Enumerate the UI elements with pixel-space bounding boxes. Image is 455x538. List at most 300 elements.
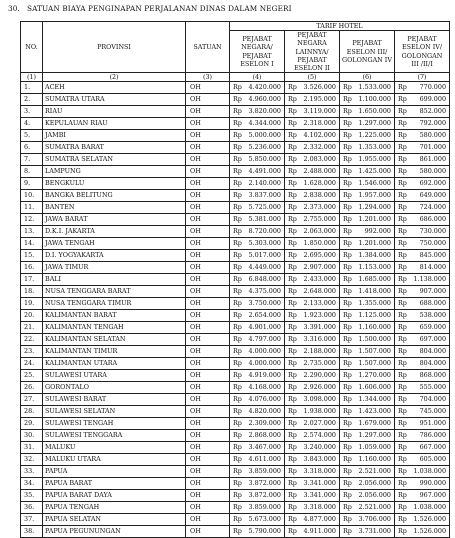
tariff-value: 2.373.000 xyxy=(303,203,336,212)
currency-label: Rp xyxy=(233,203,242,212)
tariff-cell-1 xyxy=(230,262,285,274)
tariff-cell-4 xyxy=(395,382,450,394)
tariff-cell-2 xyxy=(285,130,340,142)
tariff-cell-1 xyxy=(230,190,285,202)
unit-cell: OH xyxy=(186,490,230,502)
currency-label: Rp xyxy=(233,419,242,428)
currency-label: Rp xyxy=(343,503,352,512)
tariff-cell-4 xyxy=(395,310,450,322)
currency-label: Rp xyxy=(398,143,407,152)
tariff-cell-1 xyxy=(230,370,285,382)
tariff-cell-3 xyxy=(340,502,395,514)
tariff-cell-2 xyxy=(285,262,340,274)
currency-label: Rp xyxy=(343,347,352,356)
tariff-cell-4 xyxy=(395,250,450,262)
unit-cell: OH xyxy=(186,334,230,346)
currency-label: Rp xyxy=(233,167,242,176)
unit-cell: OH xyxy=(186,502,230,514)
currency-label: Rp xyxy=(288,83,297,92)
tariff-value: 1.923.000 xyxy=(303,311,336,320)
unit-cell: OH xyxy=(186,406,230,418)
tariff-value: 1.294.000 xyxy=(358,203,391,212)
table-row xyxy=(21,250,450,262)
province-name: BALI xyxy=(43,274,186,286)
unit-cell: OH xyxy=(186,250,230,262)
province-name: SULAWESI SELATAN xyxy=(43,406,186,418)
currency-label: Rp xyxy=(398,299,407,308)
table-row xyxy=(21,514,450,526)
currency-label: Rp xyxy=(233,335,242,344)
currency-label: Rp xyxy=(288,191,297,200)
tariff-cell-2 xyxy=(285,370,340,382)
row-number: 14. xyxy=(21,238,43,250)
tariff-cell-1 xyxy=(230,334,285,346)
tariff-value: 659.000 xyxy=(419,323,447,332)
table-row xyxy=(21,202,450,214)
tariff-cell-2 xyxy=(285,490,340,502)
unit-cell: OH xyxy=(186,274,230,286)
province-name: JAMBI xyxy=(43,130,186,142)
tariff-cell-2 xyxy=(285,442,340,454)
table-body xyxy=(21,82,450,538)
tariff-cell-4 xyxy=(395,442,450,454)
currency-label: Rp xyxy=(233,395,242,404)
currency-label: Rp xyxy=(288,515,297,524)
table-row xyxy=(21,418,450,430)
tariff-cell-4 xyxy=(395,226,450,238)
province-name: SULAWESI BARAT xyxy=(43,394,186,406)
tariff-value: 1.201.000 xyxy=(358,215,391,224)
currency-label: Rp xyxy=(398,323,407,332)
row-number: 33. xyxy=(21,466,43,478)
tariff-cell-1 xyxy=(230,298,285,310)
unit-cell: OH xyxy=(186,466,230,478)
currency-label: Rp xyxy=(343,395,352,404)
tariff-value: 2.056.000 xyxy=(358,491,391,500)
section-title: SATUAN BIAYA PENGINAPAN PERJALANAN DINAS DALAM NEGERI xyxy=(27,4,292,13)
currency-label: Rp xyxy=(343,383,352,392)
tariff-cell-3 xyxy=(340,226,395,238)
tariff-value: 8.720.000 xyxy=(248,227,281,236)
currency-label: Rp xyxy=(398,467,407,476)
table-row xyxy=(21,130,450,142)
tariff-cell-2 xyxy=(285,82,340,94)
tariff-value: 699.000 xyxy=(419,95,447,104)
row-number: 26. xyxy=(21,382,43,394)
tariff-cell-4 xyxy=(395,118,450,130)
tariff-value: 1.685.000 xyxy=(358,275,391,284)
tariff-cell-3 xyxy=(340,526,395,538)
row-number: 31. xyxy=(21,442,43,454)
tariff-cell-1 xyxy=(230,394,285,406)
currency-label: Rp xyxy=(233,191,242,200)
tariff-cell-2 xyxy=(285,142,340,154)
tariff-value: 2.133.000 xyxy=(303,299,336,308)
tariff-cell-3 xyxy=(340,118,395,130)
unit-cell: OH xyxy=(186,226,230,238)
currency-label: Rp xyxy=(233,527,242,536)
tariff-value: 2.521.000 xyxy=(358,467,391,476)
tariff-value: 1.160.000 xyxy=(358,455,391,464)
tariff-value: 1.125.000 xyxy=(358,311,391,320)
currency-label: Rp xyxy=(288,383,297,392)
currency-label: Rp xyxy=(343,167,352,176)
tariff-cell-4 xyxy=(395,238,450,250)
province-name: SULAWESI UTARA xyxy=(43,370,186,382)
tariff-value: 3.318.000 xyxy=(303,467,336,476)
tariff-value: 3.750.000 xyxy=(248,299,281,308)
tariff-cell-2 xyxy=(285,526,340,538)
currency-label: Rp xyxy=(343,431,352,440)
tariff-value: 688.000 xyxy=(419,299,447,308)
row-number: 18. xyxy=(21,286,43,298)
currency-label: Rp xyxy=(398,527,407,536)
currency-label: Rp xyxy=(398,239,407,248)
tariff-cell-4 xyxy=(395,514,450,526)
table-row xyxy=(21,526,450,538)
unit-cell: OH xyxy=(186,298,230,310)
currency-label: Rp xyxy=(343,95,352,104)
currency-label: Rp xyxy=(343,419,352,428)
unit-cell: OH xyxy=(186,310,230,322)
tariff-cell-2 xyxy=(285,394,340,406)
tariff-cell-3 xyxy=(340,346,395,358)
tariff-cell-1 xyxy=(230,442,285,454)
table-row xyxy=(21,442,450,454)
tariff-value: 3.820.000 xyxy=(248,107,281,116)
header-tariff-4: PEJABAT ESELON IV/ GOLONGAN III /II/I xyxy=(395,31,450,73)
tariff-value: 701.000 xyxy=(419,143,447,152)
tariff-value: 2.521.000 xyxy=(358,503,391,512)
tariff-value: 1.679.000 xyxy=(358,419,391,428)
tariff-value: 2.868.000 xyxy=(248,431,281,440)
tariff-value: 3.843.000 xyxy=(303,455,336,464)
unit-cell: OH xyxy=(186,430,230,442)
tariff-cell-2 xyxy=(285,406,340,418)
currency-label: Rp xyxy=(288,95,297,104)
tariff-value: 3.341.000 xyxy=(303,491,336,500)
tariff-value: 4.877.000 xyxy=(303,515,336,524)
tariff-cell-1 xyxy=(230,238,285,250)
tariff-cell-3 xyxy=(340,190,395,202)
currency-label: Rp xyxy=(233,227,242,236)
tariff-value: 951.000 xyxy=(419,419,447,428)
tariff-cell-4 xyxy=(395,178,450,190)
tariff-cell-3 xyxy=(340,214,395,226)
currency-label: Rp xyxy=(233,359,242,368)
tariff-value: 4.491.000 xyxy=(248,167,281,176)
province-name: MALUKU xyxy=(43,442,186,454)
tariff-cell-1 xyxy=(230,286,285,298)
tariff-value: 1.344.000 xyxy=(358,395,391,404)
table-row xyxy=(21,502,450,514)
currency-label: Rp xyxy=(288,155,297,164)
currency-label: Rp xyxy=(343,335,352,344)
tariff-value: 3.872.000 xyxy=(248,479,281,488)
tariff-cell-4 xyxy=(395,82,450,94)
currency-label: Rp xyxy=(398,359,407,368)
tariff-cell-4 xyxy=(395,478,450,490)
tariff-cell-4 xyxy=(395,274,450,286)
tariff-value: 745.000 xyxy=(419,407,447,416)
tariff-value: 1.500.000 xyxy=(358,335,391,344)
column-index: (3) xyxy=(186,73,230,82)
tariff-value: 5.673.000 xyxy=(248,515,281,524)
currency-label: Rp xyxy=(288,215,297,224)
unit-cell: OH xyxy=(186,130,230,142)
currency-label: Rp xyxy=(233,515,242,524)
tariff-value: 992.000 xyxy=(364,227,391,236)
tariff-cell-2 xyxy=(285,466,340,478)
currency-label: Rp xyxy=(398,119,407,128)
tariff-value: 1.225.000 xyxy=(358,131,391,140)
tariff-cell-4 xyxy=(395,406,450,418)
tariff-value: 814.000 xyxy=(419,263,447,272)
tariff-value: 5.236.000 xyxy=(248,143,281,152)
currency-label: Rp xyxy=(398,311,407,320)
currency-label: Rp xyxy=(398,191,407,200)
column-index: (4) xyxy=(230,73,285,82)
tariff-value: 967.000 xyxy=(419,491,447,500)
currency-label: Rp xyxy=(233,287,242,296)
tariff-value: 1.957.000 xyxy=(358,191,391,200)
currency-label: Rp xyxy=(233,383,242,392)
tariff-value: 3.240.000 xyxy=(303,443,336,452)
tariff-value: 686.000 xyxy=(419,215,447,224)
currency-label: Rp xyxy=(343,323,352,332)
currency-label: Rp xyxy=(233,179,242,188)
currency-label: Rp xyxy=(233,467,242,476)
tariff-cell-4 xyxy=(395,166,450,178)
tariff-value: 1.850.000 xyxy=(303,239,336,248)
province-name: D.K.I. JAKARTA xyxy=(43,226,186,238)
row-number: 11. xyxy=(21,202,43,214)
currency-label: Rp xyxy=(398,131,407,140)
province-name: ACEH xyxy=(43,82,186,94)
currency-label: Rp xyxy=(398,215,407,224)
tariff-cell-4 xyxy=(395,418,450,430)
tariff-cell-4 xyxy=(395,454,450,466)
province-name: MALUKU UTARA xyxy=(43,454,186,466)
tariff-value: 750.000 xyxy=(419,239,447,248)
tariff-value: 1.507.000 xyxy=(358,347,391,356)
currency-label: Rp xyxy=(343,479,352,488)
tariff-cell-1 xyxy=(230,166,285,178)
header-tariff-1: PEJABAT NEGARA/ PEJABAT ESELON I xyxy=(230,31,285,73)
province-name: SUMATRA UTARA xyxy=(43,94,186,106)
unit-cell: OH xyxy=(186,154,230,166)
tariff-cell-2 xyxy=(285,274,340,286)
tariff-value: 649.000 xyxy=(419,191,447,200)
table-row xyxy=(21,214,450,226)
tariff-cell-2 xyxy=(285,166,340,178)
tariff-value: 2.195.000 xyxy=(303,95,336,104)
province-name: KALIMANTAN BARAT xyxy=(43,310,186,322)
currency-label: Rp xyxy=(288,239,297,248)
tariff-value: 555.000 xyxy=(419,383,447,392)
row-number: 37. xyxy=(21,514,43,526)
tariff-value: 4.901.000 xyxy=(248,323,281,332)
tariff-cell-3 xyxy=(340,130,395,142)
currency-label: Rp xyxy=(288,251,297,260)
province-name: BANGKA BELITUNG xyxy=(43,190,186,202)
table-row xyxy=(21,142,450,154)
tariff-cell-2 xyxy=(285,214,340,226)
tariff-cell-4 xyxy=(395,370,450,382)
tariff-cell-1 xyxy=(230,202,285,214)
currency-label: Rp xyxy=(343,83,352,92)
row-number: 9. xyxy=(21,178,43,190)
tariff-value: 990.000 xyxy=(419,479,447,488)
currency-label: Rp xyxy=(233,311,242,320)
currency-label: Rp xyxy=(343,203,352,212)
province-name: RIAU xyxy=(43,106,186,118)
currency-label: Rp xyxy=(343,407,352,416)
row-number: 24. xyxy=(21,358,43,370)
tariff-cell-2 xyxy=(285,286,340,298)
currency-label: Rp xyxy=(233,323,242,332)
province-name: KALIMANTAN UTARA xyxy=(43,358,186,370)
table-row xyxy=(21,190,450,202)
tariff-cell-4 xyxy=(395,358,450,370)
row-number: 23. xyxy=(21,346,43,358)
unit-cell: OH xyxy=(186,178,230,190)
tariff-cell-2 xyxy=(285,118,340,130)
currency-label: Rp xyxy=(288,323,297,332)
table-row xyxy=(21,358,450,370)
currency-label: Rp xyxy=(233,299,242,308)
tariff-value: 1.425.000 xyxy=(358,167,391,176)
tariff-cell-4 xyxy=(395,214,450,226)
currency-label: Rp xyxy=(288,143,297,152)
row-number: 13. xyxy=(21,226,43,238)
tariff-value: 2.654.000 xyxy=(248,311,281,320)
table-row xyxy=(21,94,450,106)
row-number: 36. xyxy=(21,502,43,514)
tariff-cell-2 xyxy=(285,106,340,118)
currency-label: Rp xyxy=(343,527,352,536)
province-name: JAWA BARAT xyxy=(43,214,186,226)
table-row xyxy=(21,466,450,478)
tariff-cell-4 xyxy=(395,526,450,538)
currency-label: Rp xyxy=(398,95,407,104)
tariff-cell-1 xyxy=(230,250,285,262)
tariff-value: 2.332.000 xyxy=(303,143,336,152)
tariff-value: 6.848.000 xyxy=(248,275,281,284)
tariff-cell-3 xyxy=(340,262,395,274)
currency-label: Rp xyxy=(288,467,297,476)
currency-label: Rp xyxy=(343,263,352,272)
currency-label: Rp xyxy=(288,419,297,428)
currency-label: Rp xyxy=(398,383,407,392)
currency-label: Rp xyxy=(233,347,242,356)
unit-cell: OH xyxy=(186,238,230,250)
tariff-value: 2.755.000 xyxy=(303,215,336,224)
tariff-value: 1.628.000 xyxy=(303,179,336,188)
tariff-cell-1 xyxy=(230,322,285,334)
currency-label: Rp xyxy=(233,431,242,440)
currency-label: Rp xyxy=(288,359,297,368)
tariff-value: 2.648.000 xyxy=(303,287,336,296)
province-name: PAPUA BARAT xyxy=(43,478,186,490)
currency-label: Rp xyxy=(288,107,297,116)
tariff-cell-3 xyxy=(340,298,395,310)
tariff-value: 4.960.000 xyxy=(248,95,281,104)
unit-cell: OH xyxy=(186,418,230,430)
tariff-cell-2 xyxy=(285,514,340,526)
tariff-cell-1 xyxy=(230,514,285,526)
table-row xyxy=(21,262,450,274)
currency-label: Rp xyxy=(343,311,352,320)
column-index: (5) xyxy=(285,73,340,82)
tariff-value: 868.000 xyxy=(419,371,447,380)
tariff-value: 2.083.000 xyxy=(303,155,336,164)
tariff-value: 2.735.000 xyxy=(303,359,336,368)
tariff-cell-2 xyxy=(285,358,340,370)
tariff-cell-4 xyxy=(395,394,450,406)
hotel-rate-table xyxy=(20,21,450,538)
currency-label: Rp xyxy=(288,131,297,140)
tariff-cell-3 xyxy=(340,514,395,526)
tariff-cell-2 xyxy=(285,334,340,346)
province-name: NUSA TENGGARA TIMUR xyxy=(43,298,186,310)
currency-label: Rp xyxy=(398,227,407,236)
column-index: (6) xyxy=(340,73,395,82)
tariff-value: 5.725.000 xyxy=(248,203,281,212)
tariff-value: 697.000 xyxy=(419,335,447,344)
tariff-value: 861.000 xyxy=(419,155,447,164)
tariff-value: 3.859.000 xyxy=(248,467,281,476)
tariff-cell-2 xyxy=(285,94,340,106)
column-index-row xyxy=(21,73,450,82)
row-number: 29. xyxy=(21,418,43,430)
tariff-cell-4 xyxy=(395,334,450,346)
tariff-cell-3 xyxy=(340,406,395,418)
tariff-value: 3.731.000 xyxy=(358,527,391,536)
tariff-value: 1.507.000 xyxy=(358,359,391,368)
tariff-value: 1.297.000 xyxy=(358,119,391,128)
tariff-cell-1 xyxy=(230,478,285,490)
tariff-value: 4.076.000 xyxy=(248,395,281,404)
tariff-value: 907.000 xyxy=(419,287,447,296)
row-number: 35. xyxy=(21,490,43,502)
table-row xyxy=(21,310,450,322)
currency-label: Rp xyxy=(233,251,242,260)
tariff-value: 2.318.000 xyxy=(303,119,336,128)
currency-label: Rp xyxy=(343,143,352,152)
row-number: 10. xyxy=(21,190,43,202)
tariff-value: 3.467.000 xyxy=(248,443,281,452)
tariff-value: 1.533.000 xyxy=(358,83,391,92)
currency-label: Rp xyxy=(343,467,352,476)
currency-label: Rp xyxy=(398,503,407,512)
tariff-value: 4.375.000 xyxy=(248,287,281,296)
tariff-value: 1.955.000 xyxy=(358,155,391,164)
tariff-value: 3.341.000 xyxy=(303,479,336,488)
currency-label: Rp xyxy=(233,107,242,116)
province-name: SULAWESI TENGAH xyxy=(43,418,186,430)
column-index: (2) xyxy=(43,73,186,82)
currency-label: Rp xyxy=(343,491,352,500)
tariff-cell-2 xyxy=(285,418,340,430)
tariff-cell-4 xyxy=(395,298,450,310)
tariff-value: 2.926.000 xyxy=(303,383,336,392)
tariff-value: 704.000 xyxy=(419,395,447,404)
currency-label: Rp xyxy=(398,167,407,176)
tariff-cell-2 xyxy=(285,178,340,190)
tariff-cell-2 xyxy=(285,238,340,250)
tariff-cell-1 xyxy=(230,346,285,358)
